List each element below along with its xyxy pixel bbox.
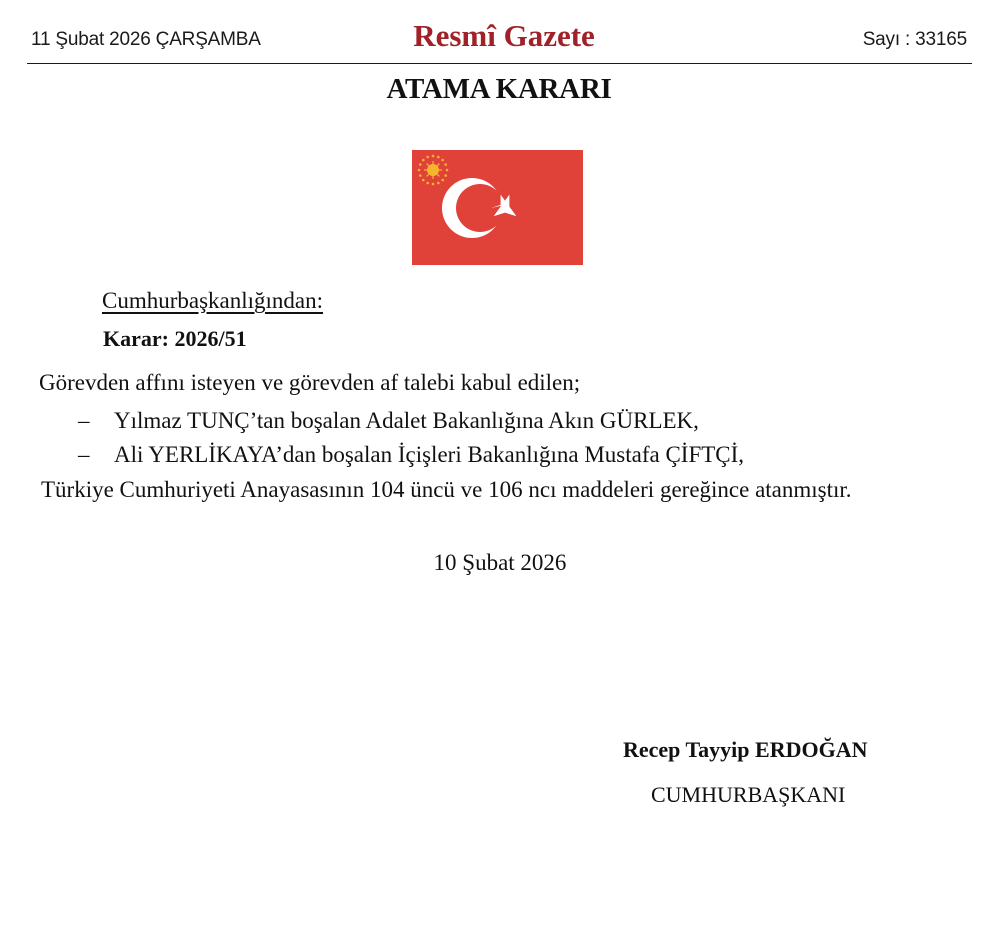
signer-title: CUMHURBAŞKANI <box>651 782 846 807</box>
appointment-item <box>78 408 699 434</box>
closing-paragraph: Türkiye Cumhuriyeti Anayasasının 104 üncü ve 106 ncı maddeleri gereğince atanmıştır. <box>41 477 852 502</box>
appointment-item <box>78 442 744 468</box>
signer-name: Recep Tayyip ERDOĞAN <box>623 737 868 762</box>
decision-number: Karar: 2026/51 <box>103 326 247 351</box>
header-divider <box>27 63 972 64</box>
document-title: ATAMA KARARI <box>386 73 612 105</box>
appointment-text: Ali YERLİKAYA’dan boşalan İçişleri Bakanlığına Mustafa ÇİFTÇİ, <box>114 442 745 467</box>
gazette-date: 11 Şubat 2026 ÇARŞAMBA <box>31 29 261 50</box>
issue-number: Sayı : 33165 <box>862 29 967 50</box>
presidential-flag-icon <box>412 150 583 265</box>
decision-date: 10 Şubat 2026 <box>433 550 567 575</box>
issuer-heading: Cumhurbaşkanlığından: <box>102 288 324 313</box>
intro-paragraph: Görevden affını isteyen ve görevden af talebi kabul edilen; <box>39 370 581 395</box>
gazette-title: Resmî Gazete <box>413 18 595 53</box>
dash-bullet: – <box>78 408 90 433</box>
appointment-text: Yılmaz TUNÇ’tan boşalan Adalet Bakanlığına Akın GÜRLEK, <box>114 408 699 433</box>
dash-bullet: – <box>78 442 90 467</box>
